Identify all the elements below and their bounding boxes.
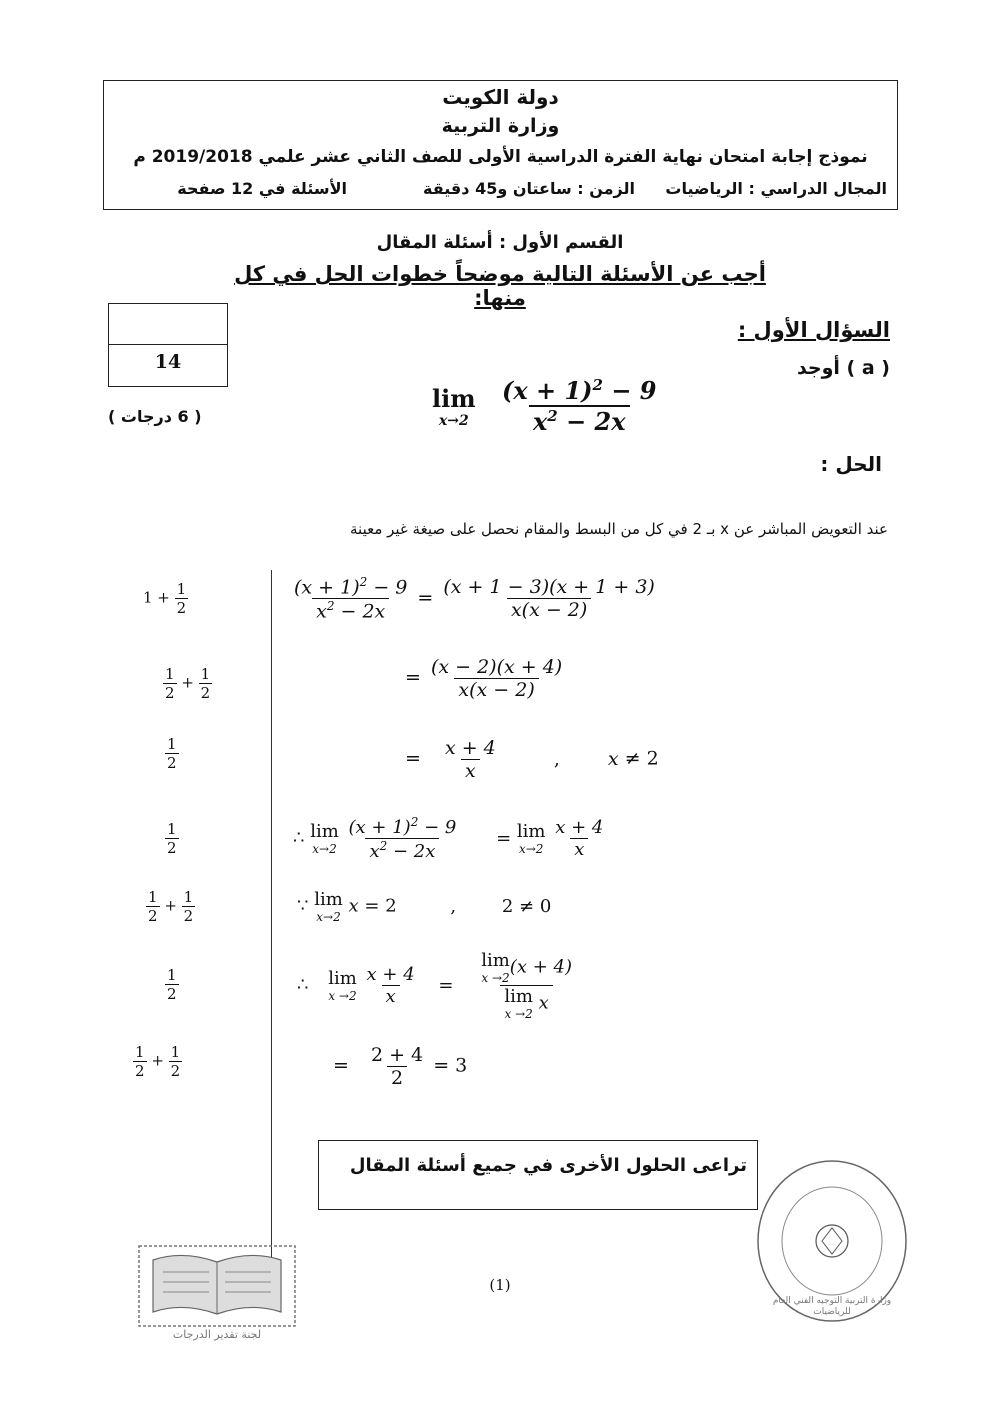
- mark-1: 1 + $\frac{1}{2}$: [143, 580, 187, 617]
- exam-header: [103, 80, 898, 210]
- step-5: ∵ lim x→2 x = 2 , 2 ≠ 0: [297, 889, 552, 924]
- ministry-name: وزارة التربية: [441, 115, 560, 137]
- step-7: = $\frac{2 + 4}{2}$ = 3: [333, 1044, 468, 1089]
- score-box: [108, 303, 228, 387]
- score-divider: [109, 344, 227, 345]
- solution-intro: عند التعويض المباشر عن x بـ 2 في كل من البسط والمقام نحصل على صيغة غير معينة: [350, 520, 888, 538]
- mark-3: $\frac{1}{2}$: [167, 735, 177, 772]
- exam-duration: الزمن : ساعتان و45 دقيقة: [423, 179, 635, 198]
- solution-label: الحل :: [820, 452, 882, 476]
- note-text: تراعى الحلول الأخرى في جميع أسئلة المقال: [349, 1155, 747, 1176]
- step-3: = $\frac{x + 4}{x}$ , x ≠ 2: [405, 737, 659, 782]
- question-points: ( 6 درجات ): [108, 407, 202, 426]
- left-stamp: [133, 1240, 301, 1350]
- country-name: دولة الكويت: [442, 85, 559, 109]
- marks-separator: [271, 570, 272, 1270]
- question-label: السؤال الأول :: [737, 318, 890, 342]
- step-1: $\frac{(x + 1)^2 - 9}{x^2 - 2x}$ = $\frac{(x + 1 - 3)(x + 1 + 3)}{x(x - 2)}$: [294, 575, 655, 623]
- step-2: = $\frac{(x - 2)(x + 4)}{x(x - 2)}$: [405, 656, 563, 701]
- mark-2: $\frac{1}{2}$ + $\frac{1}{2}$: [165, 665, 211, 702]
- book-stamp-icon: [133, 1240, 301, 1330]
- left-stamp-text: لجنة تقدير الدرجات: [172, 1328, 262, 1341]
- step-4: ∴ lim x→2 $\frac{(x + 1)^2 - 9}{x^2 - 2x}$ = lim x→2 $\frac{x + 4}{x}$: [293, 815, 604, 862]
- step-6: ∴ lim x →2 $\frac{x + 4}{x}$ = lim x →2 (x + 4) lim x →2 x: [297, 950, 572, 1021]
- mark-5: $\frac{1}{2}$ + $\frac{1}{2}$: [148, 888, 194, 925]
- main-limit: [432, 376, 661, 436]
- page-count: الأسئلة في 12 صفحة: [177, 179, 347, 198]
- mark-7: $\frac{1}{2}$ + $\frac{1}{2}$: [135, 1043, 181, 1080]
- section-title: القسم الأول : أسئلة المقال: [376, 232, 624, 253]
- right-stamp-text: وزارة التربية التوجيه الفني العام للرياضيات: [772, 1296, 892, 1317]
- exam-title: نموذج إجابة امتحان نهاية الفترة الدراسية الأولى للصف الثاني عشر علمي 2019/2018 م: [133, 147, 868, 167]
- section-instruction: أجب عن الأسئلة التالية موضحاً خطوات الحل في كل منها:: [234, 262, 766, 310]
- mark-4: $\frac{1}{2}$: [167, 820, 177, 857]
- main-lim-operator: lim x→2: [432, 383, 476, 429]
- page-number: (1): [489, 1276, 511, 1294]
- question-part: ( a ) أوجد: [796, 357, 890, 379]
- right-stamp: [752, 1146, 912, 1326]
- main-fraction: $\frac{(x + 1)^2 - 9}{x^2 - 2x}$: [502, 376, 657, 436]
- score-value: 14: [154, 351, 182, 373]
- mark-6: $\frac{1}{2}$: [167, 966, 177, 1003]
- subject-field: المجال الدراسي : الرياضيات: [665, 179, 887, 198]
- note-box: [318, 1140, 758, 1210]
